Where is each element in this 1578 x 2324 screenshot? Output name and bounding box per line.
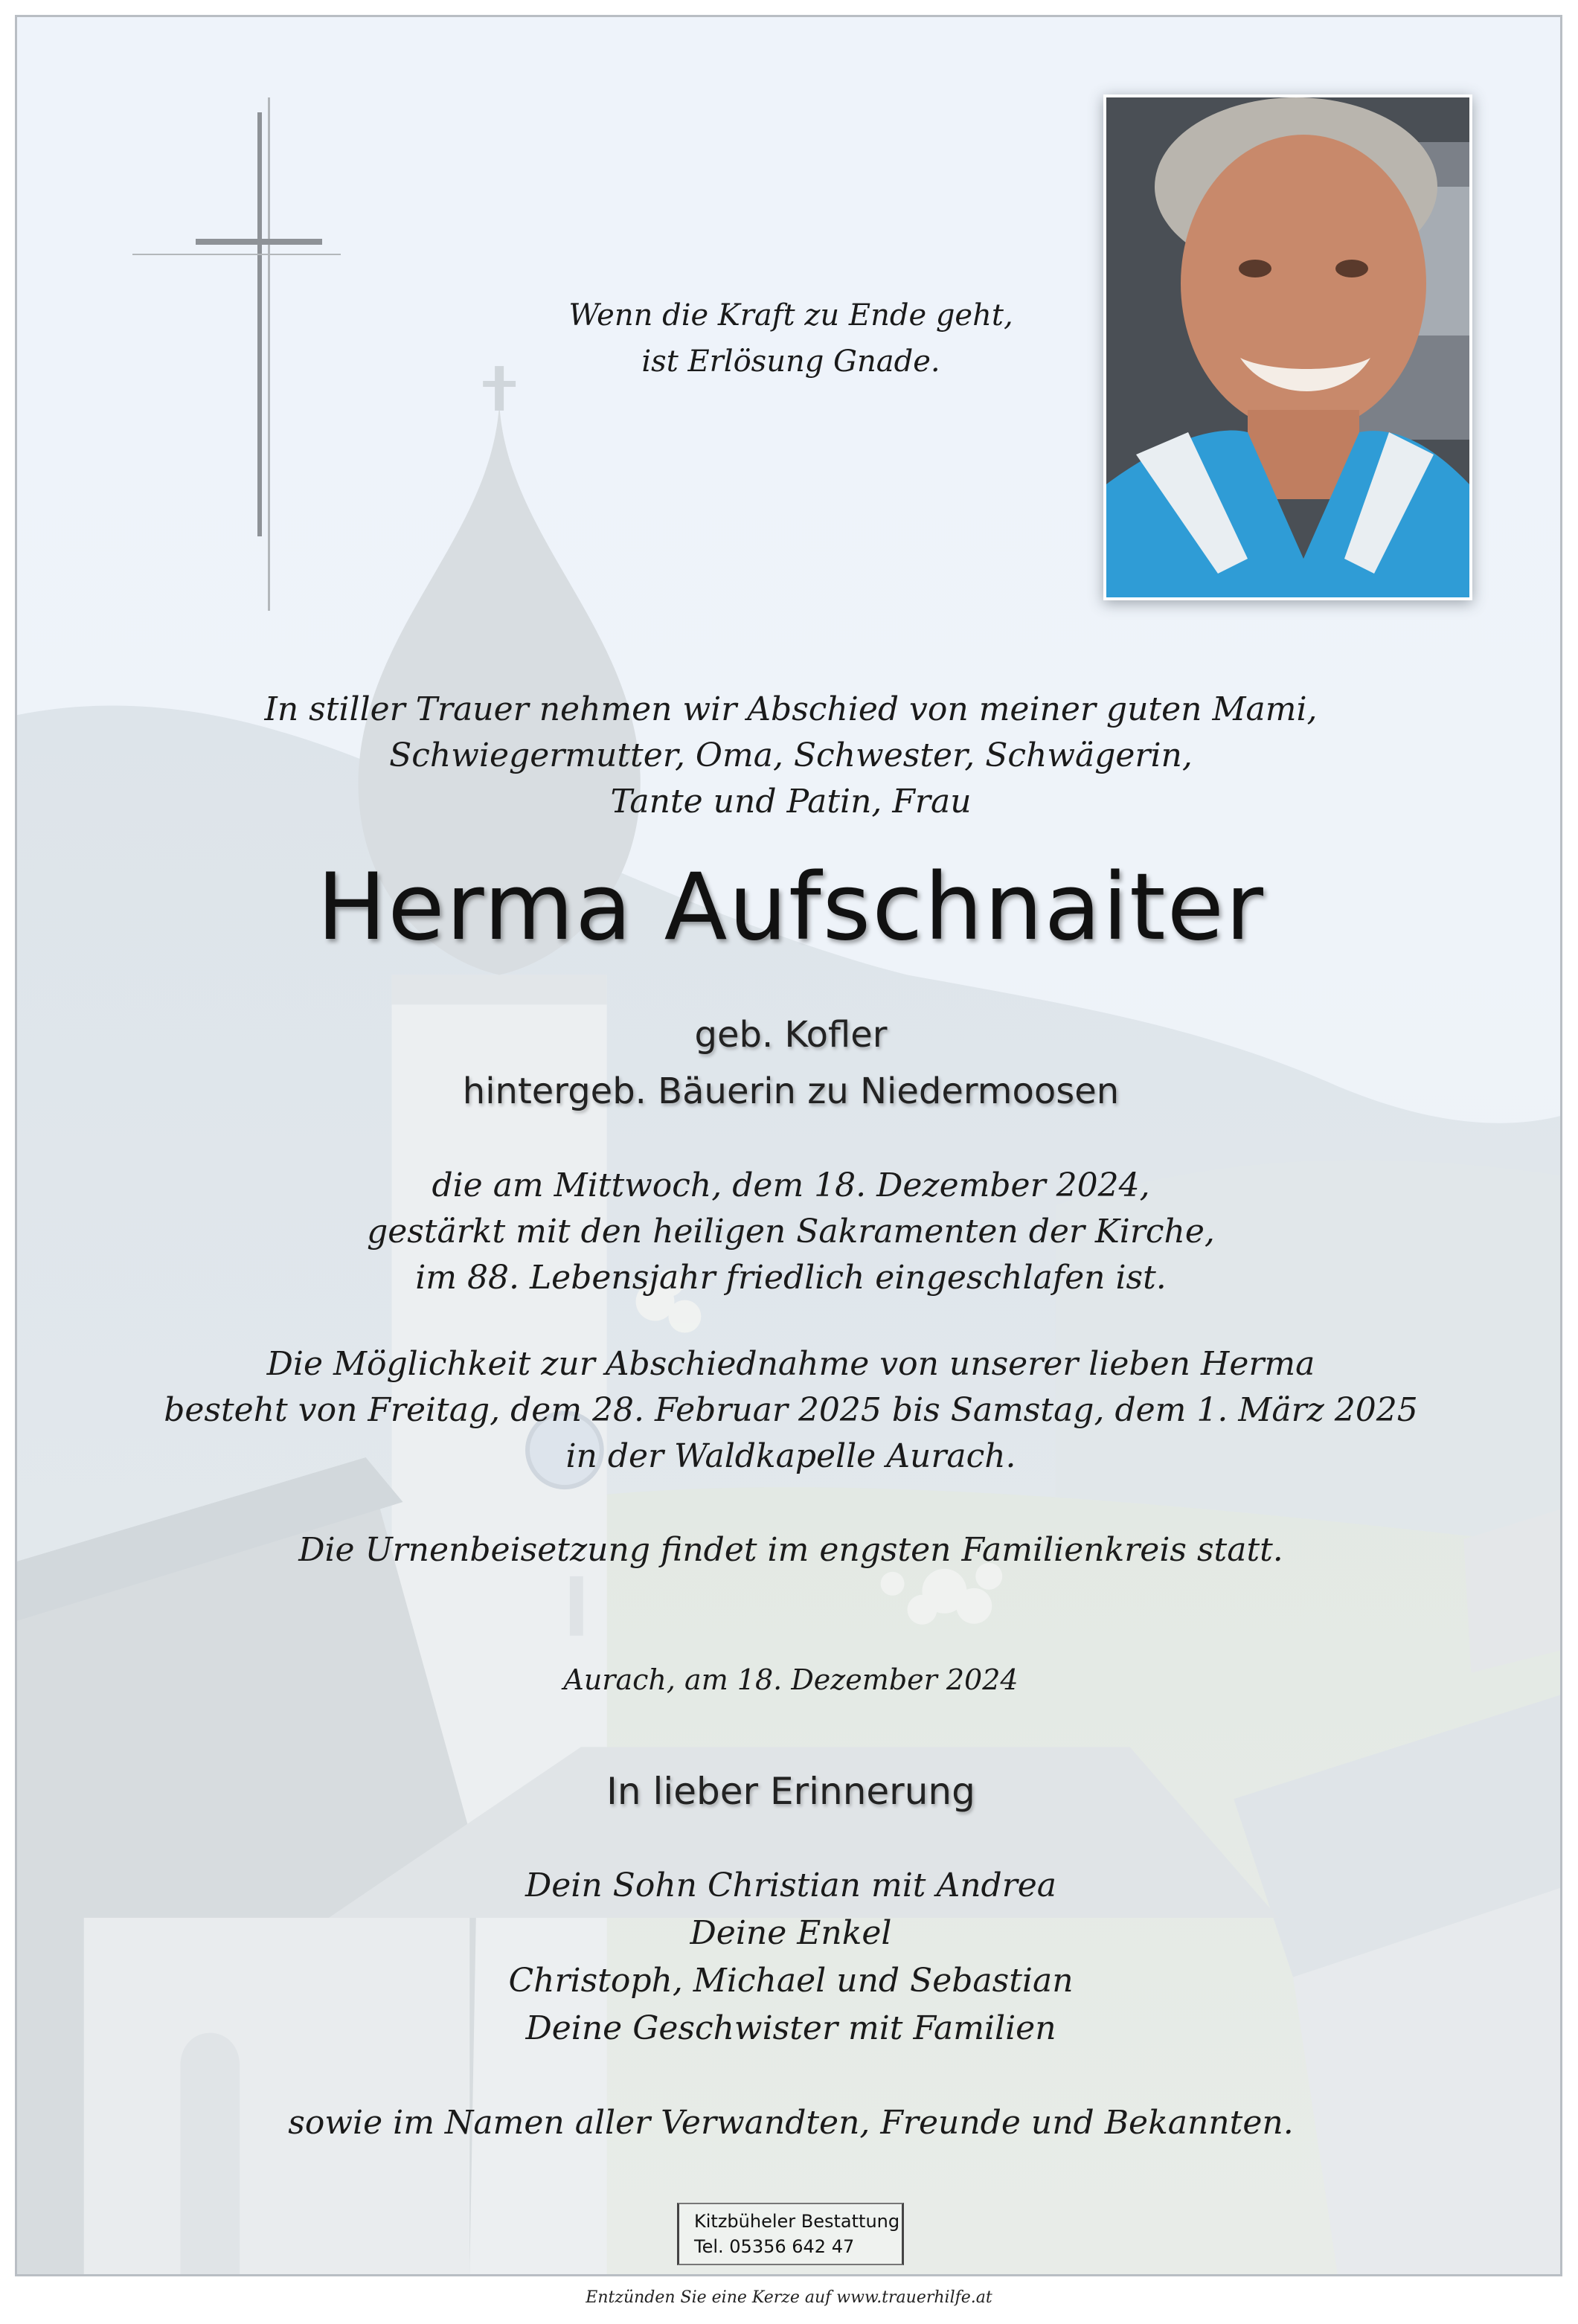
- undertaker-name: Kitzbüheler Bestattung: [694, 2211, 900, 2232]
- farewell-line: Die Möglichkeit zur Abschiednahme von unserer lieben Herma: [266, 1345, 1315, 1383]
- death-notice: [17, 1163, 1562, 1301]
- intro-line: In stiller Trauer nehmen wir Abschied von meiner guten Mami,: [264, 690, 1318, 728]
- family-line: Christoph, Michael und Sebastian: [508, 1962, 1074, 2000]
- family-list: [17, 1862, 1562, 2052]
- intro-line: Tante und Patin, Frau: [610, 783, 972, 821]
- closing-text: sowie im Namen aller Verwandten, Freunde und Bekannten.: [288, 2104, 1294, 2142]
- farewell-line: in der Waldkapelle Aurach.: [565, 1437, 1016, 1475]
- intro-text: [17, 687, 1562, 825]
- death-notice-line: gestärkt mit den heiligen Sakramenten der Kirche,: [367, 1213, 1215, 1251]
- death-notice-line: im 88. Lebensjahr friedlich eingeschlafen ist.: [415, 1259, 1167, 1297]
- undertaker-logo: [677, 2203, 904, 2265]
- deceased-name: Herma Aufschnaiter: [317, 854, 1265, 961]
- family-line: Deine Geschwister mit Familien: [525, 2009, 1056, 2047]
- motto-line: ist Erlösung Gnade.: [641, 344, 940, 379]
- deceased-details: [17, 1007, 1562, 1120]
- birth-name: geb. Kofler: [694, 1014, 888, 1056]
- footer-link-text[interactable]: Entzünden Sie eine Kerze auf www.trauerhilfe.at: [586, 2288, 992, 2307]
- place-date: Aurach, am 18. Dezember 2024: [563, 1663, 1019, 1696]
- obituary-card: [15, 15, 1562, 2276]
- death-notice-line: die am Mittwoch, dem 18. Dezember 2024,: [432, 1166, 1150, 1204]
- family-line: Dein Sohn Christian mit Andrea: [525, 1866, 1057, 1904]
- undertaker-phone: Tel. 05356 642 47: [694, 2236, 855, 2257]
- memory-heading: In lieber Erinnerung: [606, 1770, 975, 1813]
- motto: [17, 292, 1562, 385]
- burial-notice: Die Urnenbeisetzung findet im engsten Familienkreis statt.: [298, 1531, 1283, 1569]
- farewell-notice: [17, 1341, 1562, 1480]
- family-line: Deine Enkel: [690, 1914, 892, 1952]
- farewell-line: besteht von Freitag, dem 28. Februar 2025 bis Samstag, dem 1. März 2025: [164, 1391, 1418, 1429]
- motto-line: Wenn die Kraft zu Ende geht,: [568, 298, 1013, 333]
- deceased-title: hintergeb. Bäuerin zu Niedermoosen: [462, 1070, 1120, 1112]
- intro-line: Schwiegermutter, Oma, Schwester, Schwägerin,: [389, 736, 1193, 774]
